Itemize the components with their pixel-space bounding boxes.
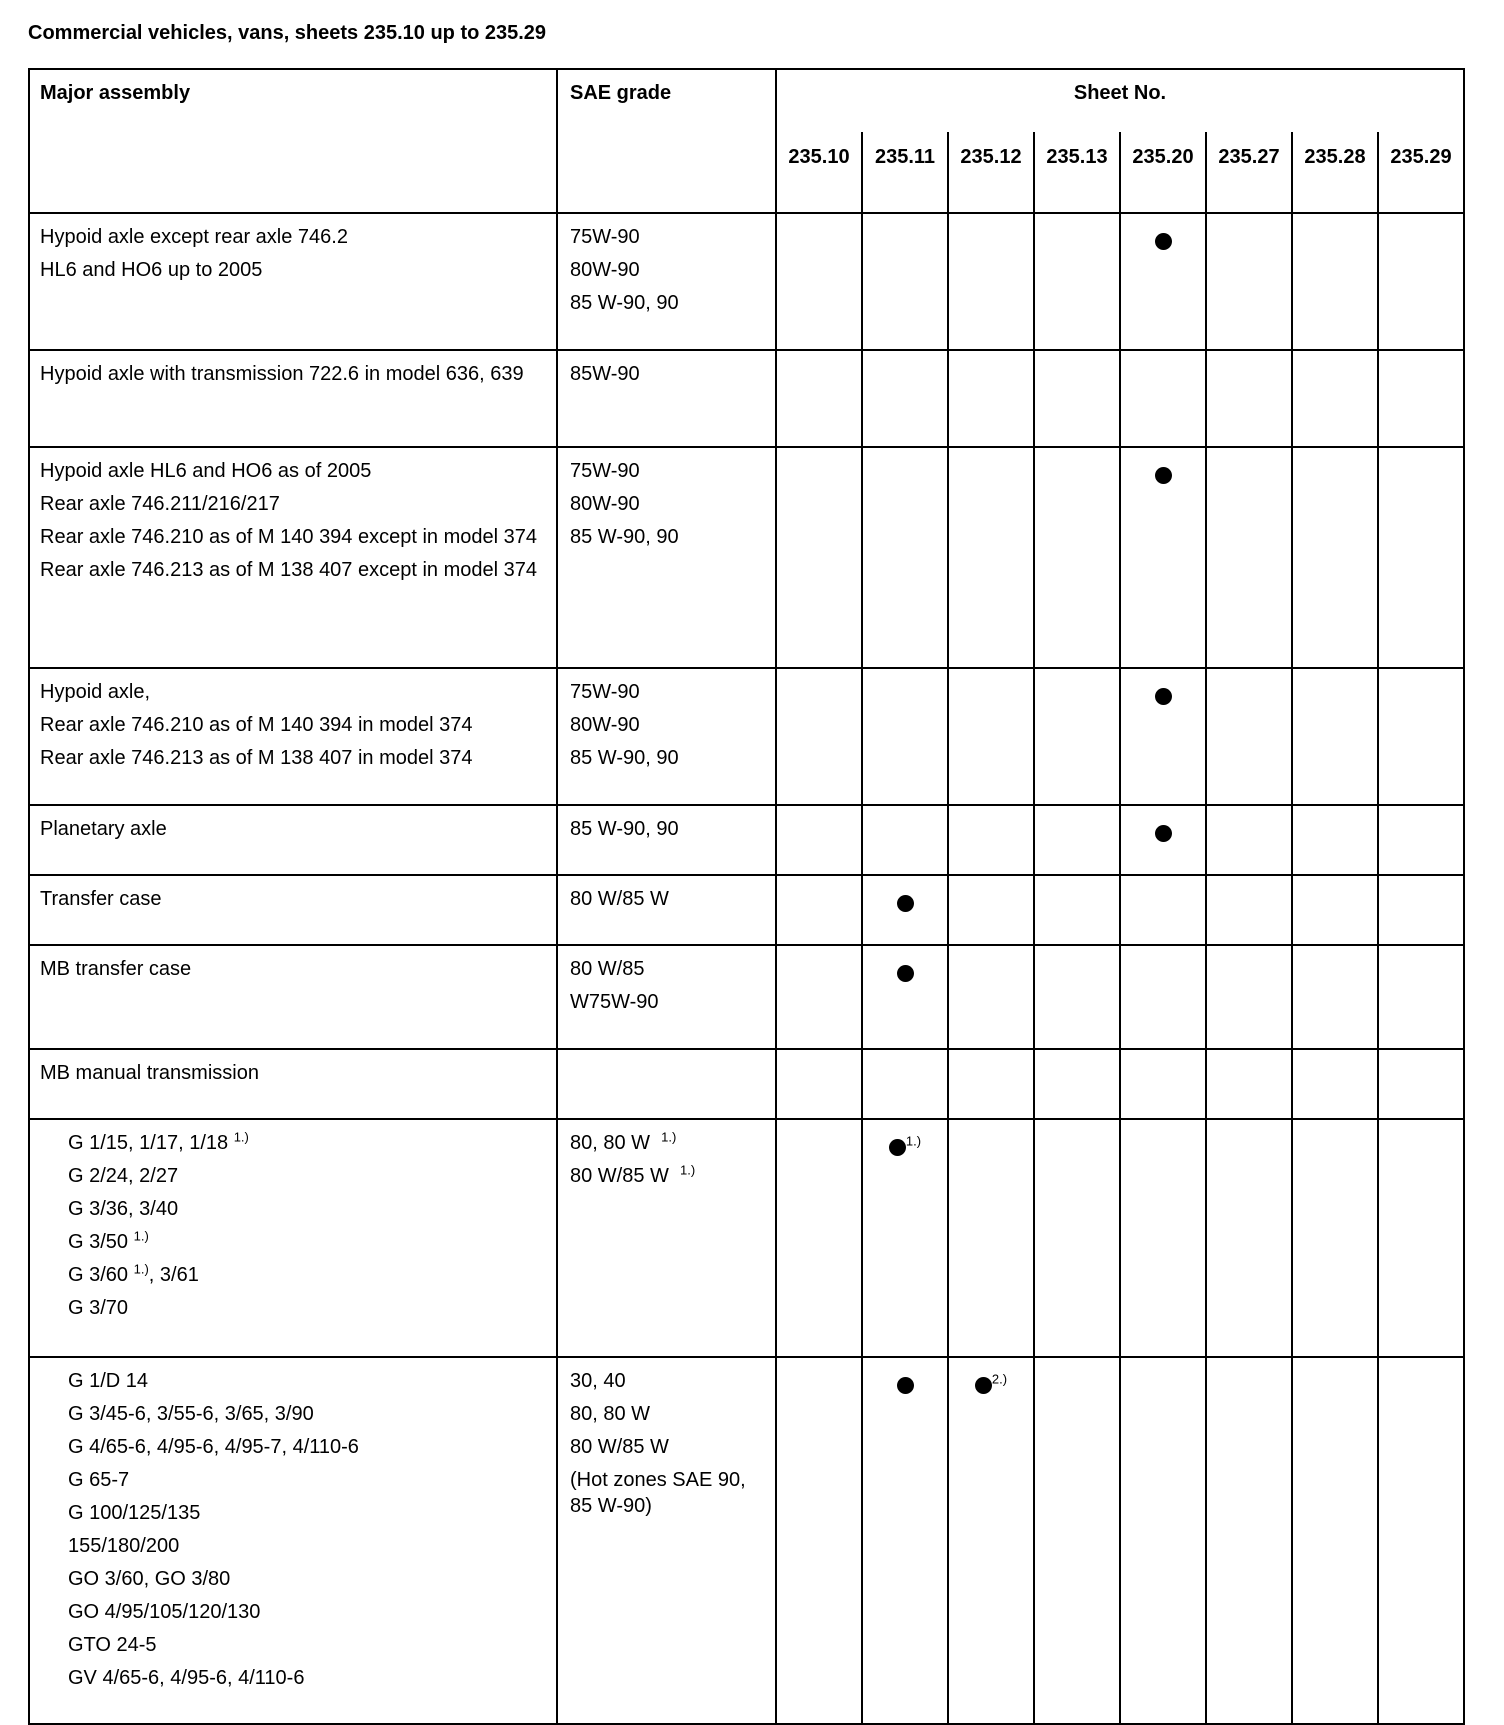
assembly-line: Transfer case [40,888,162,910]
assembly-line: MB transfer case [40,958,192,980]
header-sheet: 235.11 [862,132,948,213]
assembly-line: G 1/15, 1/17, 1/18 $^{1.)}$ [68,1129,249,1154]
filled-circle-icon [897,1377,914,1394]
cell-sae-grade [557,350,776,447]
cell-sheet-mark [1292,945,1378,1049]
footnote-ref: 1.) [905,1133,922,1149]
cell-sheet-mark [948,875,1034,945]
header-sheet: 235.20 [1120,132,1206,213]
table-row [29,668,1464,805]
cell-sheet-mark [776,1357,862,1724]
assembly-line: Rear axle 746.211/216/217 [40,493,280,515]
cell-sae-grade [557,668,776,805]
cell-sheet-mark [862,668,948,805]
approval-mark [889,1134,921,1160]
cell-sheet-mark [1378,945,1464,1049]
table-row [29,350,1464,447]
cell-sheet-mark [948,1049,1034,1119]
cell-sae-grade [557,1049,776,1119]
cell-sheet-mark [1034,805,1120,875]
header-sheet: 235.27 [1206,132,1292,213]
assembly-line: Rear axle 746.213 as of M 138 407 in model 374 [40,747,473,769]
cell-sheet-mark [776,805,862,875]
cell-sheet-mark [1206,1119,1292,1357]
sae-line: 75W-90 [570,681,640,703]
cell-sheet-mark [948,1119,1034,1357]
cell-major-assembly [29,875,557,945]
cell-sheet-mark [1206,805,1292,875]
cell-sheet-mark [1120,350,1206,447]
sae-line: 80 W/85 W [570,1436,669,1458]
table-row [29,213,1464,350]
cell-sheet-mark [1378,805,1464,875]
cell-sheet-mark [776,1119,862,1357]
cell-sheet-mark [1292,213,1378,350]
cell-sheet-mark [1120,668,1206,805]
cell-sheet-mark [862,805,948,875]
table-row [29,1049,1464,1119]
cell-sheet-mark [1034,668,1120,805]
sae-line: 85W-90 [570,363,640,385]
cell-sae-grade [557,213,776,350]
sae-line: 80 W/85 W $^{1.)}$ [570,1162,696,1187]
cell-sheet-mark [948,447,1034,668]
cell-sheet-mark [1378,875,1464,945]
assembly-line: G 3/36, 3/40 [68,1198,179,1220]
approval-mark [897,890,914,916]
cell-sheet-mark [1206,945,1292,1049]
assembly-line: GTO 24-5 [68,1634,157,1656]
cell-sae-grade [557,447,776,668]
cell-major-assembly [29,350,557,447]
table-row [29,1357,1464,1724]
cell-sheet-mark [1378,668,1464,805]
table-body [29,213,1464,1724]
cell-sheet-mark [1120,1119,1206,1357]
sae-line: 80W-90 [570,493,640,515]
cell-major-assembly [29,1357,557,1724]
cell-major-assembly [29,805,557,875]
cell-sheet-mark [1120,805,1206,875]
cell-sheet-mark [1292,350,1378,447]
sae-line: 80, 80 W [570,1403,651,1425]
sae-line: (Hot zones SAE 90, 85 W-90) [570,1469,752,1517]
cell-sheet-mark [1120,945,1206,1049]
assembly-line: GO 4/95/105/120/130 [68,1601,261,1623]
header-sae-grade: SAE grade [557,69,776,213]
cell-sheet-mark [776,668,862,805]
approval-mark [975,1372,1007,1398]
cell-sheet-mark [862,213,948,350]
cell-major-assembly [29,668,557,805]
cell-sheet-mark [948,945,1034,1049]
cell-major-assembly [29,213,557,350]
footnote-ref: 1.) [133,1228,149,1244]
sae-line: 80, 80 W $^{1.)}$ [570,1129,677,1154]
cell-sheet-mark [1206,875,1292,945]
cell-sheet-mark [1378,1049,1464,1119]
approval-mark [897,960,914,986]
cell-sheet-mark [1034,447,1120,668]
header-sheet-no: Sheet No. [776,69,1464,132]
cell-sheet-mark [1292,875,1378,945]
assembly-line: G 1/D 14 [68,1370,149,1392]
header-major-assembly: Major assembly [29,69,557,213]
assembly-line: HL6 and HO6 up to 2005 [40,259,263,281]
cell-sheet-mark [862,1049,948,1119]
sae-line: 75W-90 [570,460,640,482]
header-sheet: 235.12 [948,132,1034,213]
cell-sheet-mark [1378,350,1464,447]
assembly-line: GV 4/65-6, 4/95-6, 4/110-6 [68,1667,305,1689]
cell-sheet-mark [776,1049,862,1119]
cell-sheet-mark [776,350,862,447]
sae-line: 85 W-90, 90 [570,526,679,548]
assembly-line: 155/180/200 [68,1535,180,1557]
cell-sheet-mark [1206,1049,1292,1119]
lubricant-table [28,68,1465,1725]
cell-sheet-mark [1378,213,1464,350]
assembly-line: G 3/50 $^{1.)}$ [68,1228,149,1253]
cell-sheet-mark [1120,1049,1206,1119]
cell-sheet-mark [1292,1049,1378,1119]
approval-mark [1155,820,1172,846]
cell-sheet-mark [776,945,862,1049]
assembly-line: Rear axle 746.210 as of M 140 394 except in model 374 [40,526,537,548]
footnote-ref: 1.) [233,1129,249,1145]
cell-sheet-mark [1206,213,1292,350]
table-row [29,1119,1464,1357]
cell-sheet-mark [776,213,862,350]
assembly-line: Rear axle 746.213 as of M 138 407 except in model 374 [40,559,537,581]
table-row [29,945,1464,1049]
cell-sheet-mark [1034,945,1120,1049]
cell-sae-grade [557,875,776,945]
assembly-line: Hypoid axle, [40,681,151,703]
sae-line: 85 W-90, 90 [570,292,679,314]
cell-sheet-mark [1120,447,1206,668]
cell-sheet-mark [776,447,862,668]
sae-line: 75W-90 [570,226,640,248]
filled-circle-icon [897,895,914,912]
assembly-line: G 65-7 [68,1469,130,1491]
header-sheet: 235.28 [1292,132,1378,213]
filled-circle-icon [1155,467,1172,484]
cell-sheet-mark [1120,1357,1206,1724]
cell-sheet-mark [862,350,948,447]
approval-mark [897,1372,914,1398]
cell-sheet-mark [948,805,1034,875]
cell-sheet-mark [776,875,862,945]
cell-sheet-mark [1378,1357,1464,1724]
cell-sheet-mark [862,447,948,668]
cell-major-assembly [29,447,557,668]
approval-mark [1155,462,1172,488]
table-row [29,805,1464,875]
cell-sheet-mark [862,945,948,1049]
cell-sheet-mark [1034,350,1120,447]
cell-sheet-mark [1120,875,1206,945]
sae-line: 80 W/85 [570,958,645,980]
filled-circle-icon [897,965,914,982]
cell-sae-grade [557,1119,776,1357]
cell-major-assembly [29,1049,557,1119]
cell-sheet-mark [1378,447,1464,668]
assembly-line: G 100/125/135 [68,1502,201,1524]
cell-sheet-mark [1206,1357,1292,1724]
sae-line: 80 W/85 W [570,888,669,910]
assembly-line: G 3/45-6, 3/55-6, 3/65, 3/90 [68,1403,314,1425]
filled-circle-icon [1155,233,1172,250]
cell-sheet-mark [1292,1357,1378,1724]
footnote-ref: 1.) [661,1129,677,1145]
header-sheet: 235.10 [776,132,862,213]
cell-sheet-mark [948,1357,1034,1724]
assembly-line: Rear axle 746.210 as of M 140 394 in model 374 [40,714,473,736]
footnote-ref: 1.) [680,1162,696,1178]
cell-sheet-mark [1034,1357,1120,1724]
filled-circle-icon [1155,825,1172,842]
cell-sheet-mark [1206,668,1292,805]
cell-sae-grade [557,805,776,875]
cell-sheet-mark [1034,1119,1120,1357]
assembly-line: G 3/60 $^{1.)}$, 3/61 [68,1261,199,1286]
sae-line: 80W-90 [570,714,640,736]
assembly-line: G 4/65-6, 4/95-6, 4/95-7, 4/110-6 [68,1436,359,1458]
footnote-ref: 1.) [133,1261,149,1277]
cell-sheet-mark [1120,213,1206,350]
approval-mark [1155,683,1172,709]
cell-sheet-mark [948,350,1034,447]
footnote-ref: 2.) [991,1371,1008,1387]
cell-sheet-mark [862,1119,948,1357]
assembly-line: G 3/70 [68,1297,129,1319]
cell-sheet-mark [1378,1119,1464,1357]
cell-sheet-mark [1292,805,1378,875]
cell-sheet-mark [1292,447,1378,668]
filled-circle-icon [1155,688,1172,705]
assembly-line: Planetary axle [40,818,167,840]
table-row [29,447,1464,668]
assembly-line: Hypoid axle except rear axle 746.2 [40,226,348,248]
sae-line: W75W-90 [570,991,659,1013]
cell-sheet-mark [1206,447,1292,668]
header-sheet: 235.29 [1378,132,1464,213]
cell-sheet-mark [1034,213,1120,350]
sae-line: 80W-90 [570,259,640,281]
cell-sheet-mark [1206,350,1292,447]
cell-sae-grade [557,1357,776,1724]
cell-sheet-mark [1034,875,1120,945]
cell-sheet-mark [1034,1049,1120,1119]
filled-circle-icon [975,1377,992,1394]
cell-sheet-mark [1292,1119,1378,1357]
assembly-line: MB manual transmission [40,1062,259,1084]
sae-line: 30, 40 [570,1370,626,1392]
filled-circle-icon [889,1139,906,1156]
assembly-line: GO 3/60, GO 3/80 [68,1568,231,1590]
approval-mark [1155,228,1172,254]
cell-sheet-mark [1292,668,1378,805]
assembly-line: Hypoid axle HL6 and HO6 as of 2005 [40,460,372,482]
assembly-line: Hypoid axle with transmission 722.6 in model 636, 639 [40,363,524,385]
header-sheet: 235.13 [1034,132,1120,213]
cell-major-assembly [29,1119,557,1357]
cell-sheet-mark [948,213,1034,350]
page-title: Commercial vehicles, vans, sheets 235.10 up to 235.29 [28,22,547,44]
cell-sheet-mark [862,875,948,945]
cell-sae-grade [557,945,776,1049]
sae-line: 85 W-90, 90 [570,747,679,769]
table-row [29,875,1464,945]
assembly-line: G 2/24, 2/27 [68,1165,179,1187]
cell-sheet-mark [948,668,1034,805]
cell-sheet-mark [862,1357,948,1724]
cell-major-assembly [29,945,557,1049]
sae-line: 85 W-90, 90 [570,818,679,840]
